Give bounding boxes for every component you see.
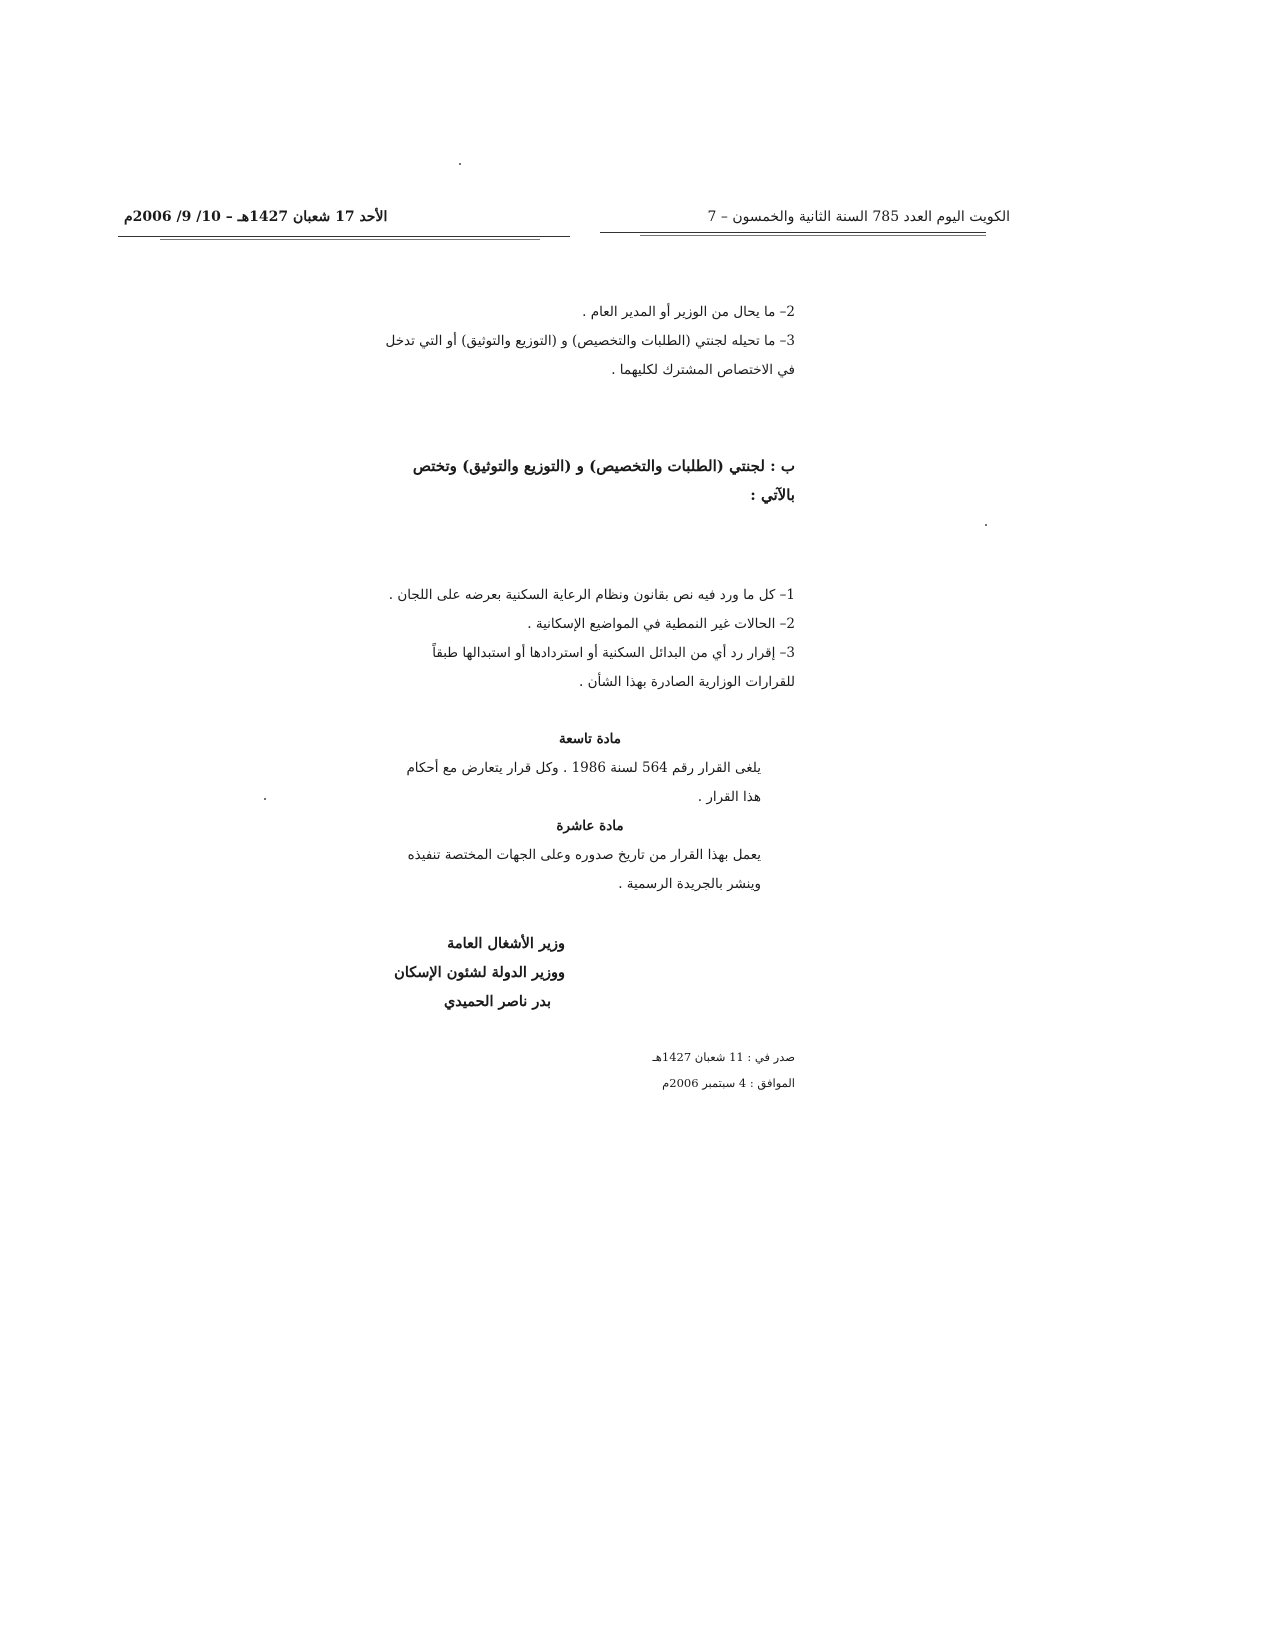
issue-date-gregorian: الموافق : 4 سبتمبر 2006م xyxy=(662,1076,795,1090)
header-date: الأحد 17 شعبان 1427هـ – 10/ 9/ 2006م xyxy=(124,209,388,225)
header-rule-right-2 xyxy=(640,235,986,236)
issue-date-hijri: صدر في : 11 شعبان 1427هـ xyxy=(652,1050,795,1064)
section-b-list xyxy=(385,581,795,697)
list-item: 2– الحالات غير النمطية في المواضيع الإسكانية . xyxy=(527,616,795,632)
article-title: مادة عاشرة xyxy=(556,818,624,834)
list-item: 3– إقرار رد أي من البدائل السكنية أو استردادها أو استبدالها طبقاً للقرارات الوزارية الصادرة بهذا الشأن . xyxy=(432,645,795,690)
article-title: مادة تاسعة xyxy=(558,731,622,747)
header-rule-left-2 xyxy=(160,239,540,240)
signature-name: بدر ناصر الحميدي xyxy=(443,993,551,1010)
list-item: 2– ما يحال من الوزير أو المدير العام . xyxy=(582,304,795,320)
signature-block xyxy=(394,929,565,1016)
signature-title: ووزير الدولة لشئون الإسكان xyxy=(394,964,565,981)
article-ten xyxy=(385,812,795,899)
header-issue-info: الكويت اليوم العدد 785 السنة الثانية والخمسون – 7 xyxy=(707,209,1010,225)
signature-title: وزير الأشغال العامة xyxy=(447,935,565,952)
header-rule-right xyxy=(600,232,986,233)
scan-speck xyxy=(985,524,987,526)
section-a-list xyxy=(385,298,795,385)
article-text: يعمل بهذا القرار من تاريخ صدوره وعلى الجهات المختصة تنفيذه وينشر بالجريدة الرسمية . xyxy=(407,847,761,892)
article-nine xyxy=(385,725,795,812)
article-text: يلغى القرار رقم 564 لسنة 1986 . وكل قرار يتعارض مع أحكام هذا القرار . xyxy=(406,760,761,805)
header-rule-left xyxy=(118,236,570,237)
issue-dates xyxy=(652,1044,795,1096)
section-b-heading: ب : لجنتي (الطلبات والتخصيص) و (التوزيع والتوثيق) وتختص بالآتي : xyxy=(412,457,795,504)
scan-speck xyxy=(459,163,461,165)
list-item: 1– كل ما ورد فيه نص بقانون ونظام الرعاية السكنية بعرضه على اللجان . xyxy=(388,587,795,603)
list-item: 3– ما تحيله لجنتي (الطلبات والتخصيص) و (التوزيع والتوثيق) أو التي تدخل في الاختصاص المشترك لكليهما . xyxy=(385,333,795,378)
scan-speck xyxy=(264,798,266,800)
